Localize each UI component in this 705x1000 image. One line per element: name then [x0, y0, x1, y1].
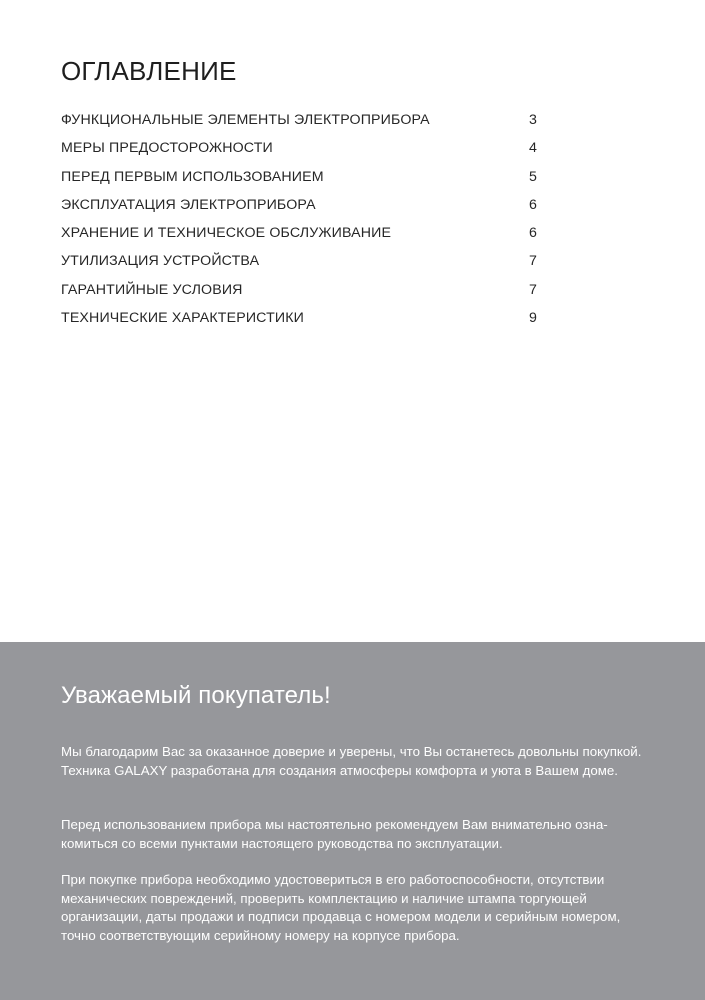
toc-item-label: ПЕРЕД ПЕРВЫМ ИСПОЛЬЗОВАНИЕМ [61, 168, 324, 185]
toc-item-label: МЕРЫ ПРЕДОСТОРОЖНОСТИ [61, 140, 273, 157]
table-of-contents [61, 110, 541, 336]
toc-item-page: 4 [528, 140, 537, 157]
toc-item-label: ХРАНЕНИЕ И ТЕХНИЧЕСКОЕ ОБСЛУЖИВАНИЕ [61, 225, 392, 242]
toc-item-label: УТИЛИЗАЦИЯ УСТРОЙСТВА [61, 253, 260, 270]
toc-item-specifications[interactable] [61, 308, 541, 336]
toc-item-label: ГАРАНТИЙНЫЕ УСЛОВИЯ [61, 281, 243, 298]
toc-item-functional-elements[interactable] [61, 110, 541, 138]
toc-item-storage-maintenance[interactable] [61, 223, 541, 251]
toc-item-operation[interactable] [61, 195, 541, 223]
toc-item-disposal[interactable] [61, 251, 541, 279]
greeting-paragraph-recommendation: Перед использованием прибора мы настоятельно рекомендуем Вам внимательно озна-комиться со всеми пунктами настоящего руководства по эксплуатации. [61, 817, 608, 851]
toc-item-label: ТЕХНИЧЕСКИЕ ХАРАКТЕРИСТИКИ [61, 310, 305, 327]
toc-item-page: 6 [528, 196, 537, 213]
toc-item-precautions[interactable] [61, 138, 541, 166]
toc-title: ОГЛАВЛЕНИЕ [61, 56, 237, 86]
greeting-panel [0, 642, 705, 1000]
toc-item-label: ЭКСПЛУАТАЦИЯ ЭЛЕКТРОПРИБОРА [61, 196, 316, 213]
greeting-paragraph-thanks: Мы благодарим Вас за оказанное доверие и уверены, что Вы останетесь довольны покупкой. Техника GALAXY разработана для создания атмосферы комфорта и уюта в Вашем доме. [61, 744, 642, 778]
toc-item-page: 5 [528, 168, 537, 185]
toc-item-page: 3 [528, 112, 537, 128]
greeting-paragraph-purchase-check: При покупке прибора необходимо удостовериться в его работоспособности, отсутствии механических повреждений, проверить комплектацию и наличие штампа торгующей организации, даты продажи и подписи продавца с номером модели и серийным номером, точно соответствующим серийному номеру на корпусе прибора. [61, 872, 621, 943]
toc-item-page: 9 [528, 310, 537, 327]
greeting-title: Уважаемый покупатель! [61, 682, 331, 709]
toc-item-page: 6 [528, 225, 537, 242]
toc-item-page: 7 [528, 281, 537, 298]
toc-item-page: 7 [528, 253, 537, 270]
toc-item-before-first-use[interactable] [61, 167, 541, 195]
toc-item-warranty[interactable] [61, 280, 541, 308]
toc-item-label: ФУНКЦИОНАЛЬНЫЕ ЭЛЕМЕНТЫ ЭЛЕКТРОПРИБОРА [61, 112, 430, 128]
